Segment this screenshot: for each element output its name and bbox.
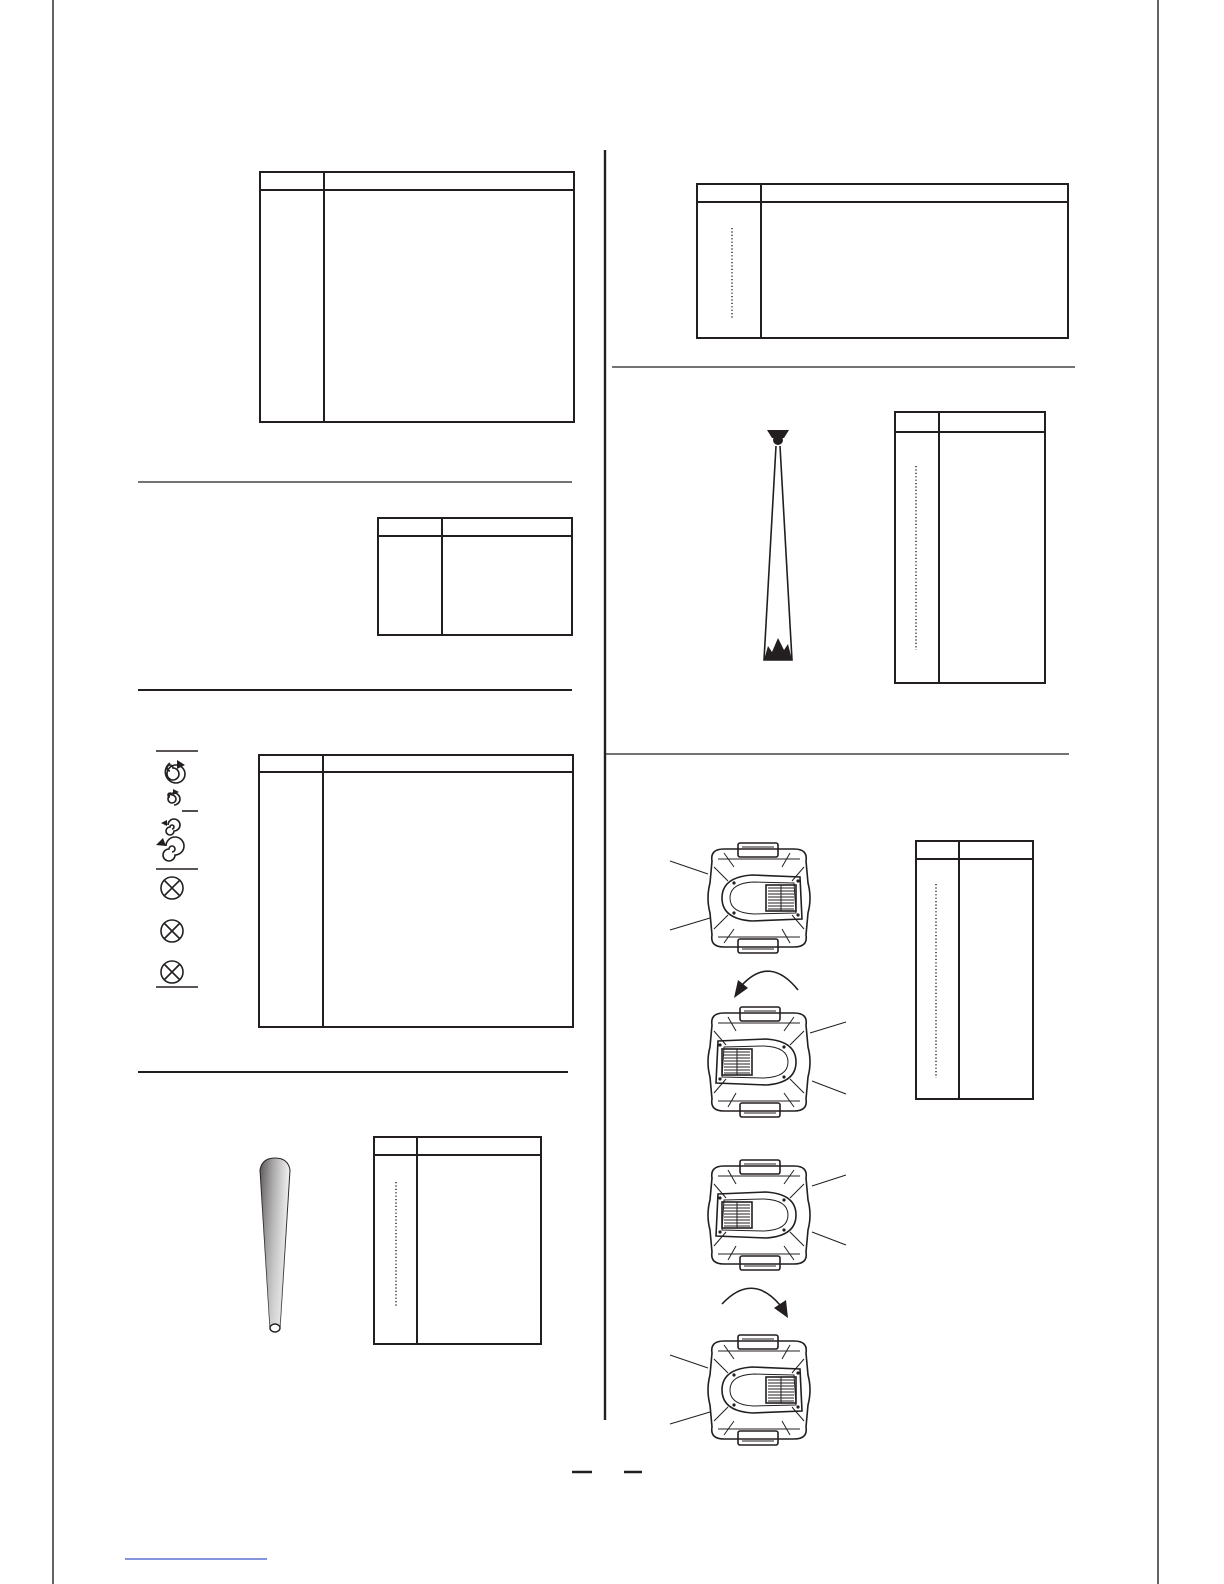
gradient-beam-icon [260, 1158, 290, 1332]
fixture-top-view-icon [708, 843, 810, 953]
spiral-cw-small-icon [168, 789, 180, 805]
pan-tilt-figure [670, 843, 846, 1445]
right-table-1 [697, 184, 1068, 338]
fixture-top-view-icon [708, 1160, 810, 1270]
spiral-cw-large-icon [165, 760, 185, 783]
spiral-ccw-large-icon [156, 837, 184, 861]
left-table-4 [374, 1137, 541, 1344]
rotate-ccw-arrow-icon [734, 971, 798, 998]
spiral-ccw-small-icon [161, 819, 180, 835]
cross-circle-icon [161, 920, 183, 942]
left-table-2 [378, 518, 572, 635]
fixture-top-view-icon [708, 1335, 810, 1445]
left-table-3 [259, 755, 573, 1027]
rotate-cw-arrow-icon [722, 1288, 788, 1318]
gobo-rotation-icons [156, 751, 198, 987]
left-table-1 [260, 172, 574, 422]
narrow-beam-icon [764, 430, 792, 660]
cross-circle-icon [161, 961, 183, 983]
right-table-3 [916, 841, 1033, 1099]
cross-circle-icon [161, 877, 183, 899]
right-table-2 [895, 412, 1045, 683]
fixture-top-view-icon [708, 1007, 810, 1117]
